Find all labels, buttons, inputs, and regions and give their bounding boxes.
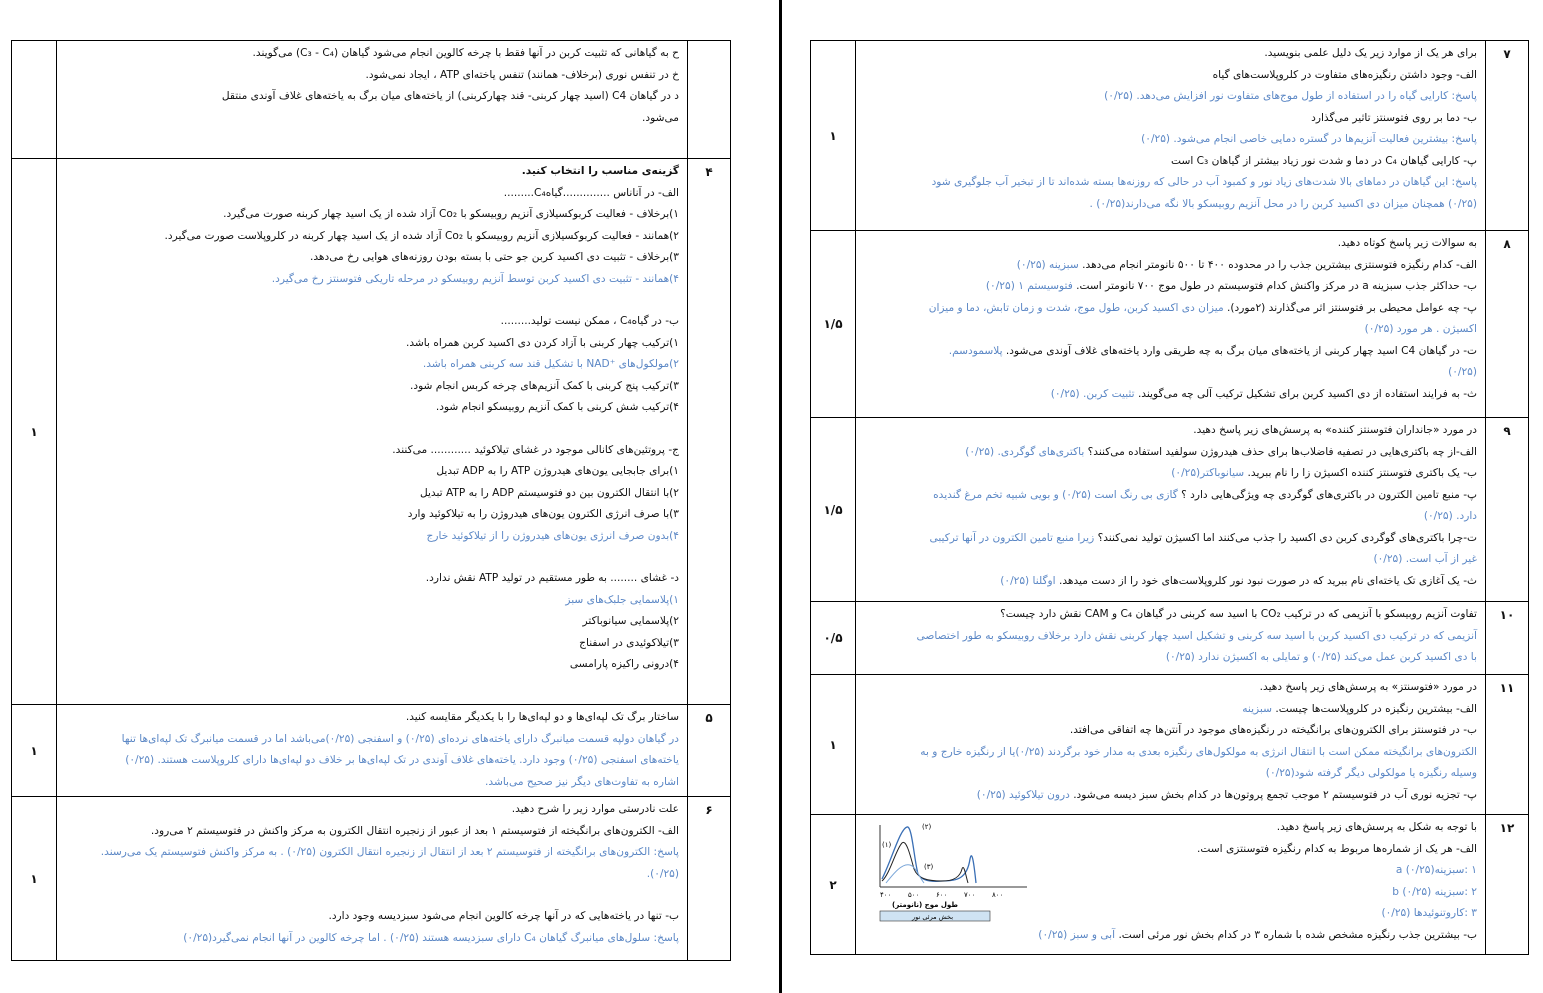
question-row	[12, 705, 731, 797]
line-text: با توجه به شکل به پرسش‌های زیر پاسخ دهید.	[1276, 821, 1477, 833]
question-line	[63, 65, 679, 87]
answer-line	[862, 549, 1477, 571]
line-text: ۱)پلاسمایی جلبک‌های سبز	[565, 593, 679, 606]
inline-answer: پلاسمودسم.	[948, 344, 1006, 357]
question-body	[57, 159, 688, 705]
line-text: الف- بیشترین رنگیزه در کلروپلاست‌ها چیست.	[1275, 702, 1477, 715]
question-score: ۱	[811, 675, 856, 815]
line-text: ث- یک آغازی تک یاخته‌ای نام ببرید که در صورت نبود نور کلروپلاست‌های خود را از دست میدهد.	[1058, 574, 1477, 587]
question-line	[63, 504, 679, 526]
question-body	[57, 705, 688, 797]
line-text: ب- در گیاهC₄ ، ممکن نیست تولید.........	[500, 315, 679, 327]
question-line	[862, 233, 1477, 255]
question-line	[63, 483, 679, 505]
question-number: ۴	[688, 159, 731, 705]
question-score: ۱/۵	[811, 231, 856, 418]
question-line	[63, 86, 679, 108]
question-line	[862, 298, 1477, 320]
line-text: د در گیاهان C4 (اسید چهار کربنی- قند چهارکربنی) از یاخته‌های میان برگ به یاخته‌های غلاف آوندی منتقل	[221, 90, 679, 102]
question-score: ۱	[12, 159, 57, 705]
question-body	[856, 418, 1486, 602]
question-line	[63, 204, 679, 226]
question-line	[63, 821, 679, 843]
question-row	[811, 602, 1529, 675]
line-text: (۰/۲۵) همچنان میزان دی اکسید کربن را در محل آنزیم روبیسکو بالا نگه می‌دارند(۰/۲۵) .	[1089, 197, 1477, 210]
label-3: (۳)	[924, 863, 934, 871]
answer-line	[862, 194, 1477, 216]
line-text: الف- وجود داشتن رنگیزه‌های متفاوت در کلروپلاست‌های گیاه	[1212, 68, 1477, 81]
line-text: خ در تنفس نوری (برخلاف- همانند) تنفس یاخته‌ای ATP ، ایجاد نمی‌شود.	[365, 68, 679, 81]
answer-line	[862, 319, 1477, 341]
line-text: پ- کارایی گیاهان C₄ در دما و شدت نور زیاد بیشتر از گیاهان C₃ است	[1171, 154, 1477, 167]
line-text: ت-چرا باکتری‌های گوگردی کربن دی اکسید را جذب می‌کنند اما اکسیژن تولید نمی‌کنند؟	[1097, 531, 1477, 544]
line-text: پ- چه عوامل محیطی بر فتوسنتز اثر می‌گذارند (۲مورد).	[1226, 301, 1477, 314]
question-row	[811, 231, 1529, 418]
question-number: ۸	[1486, 231, 1529, 418]
question-line	[862, 720, 1477, 742]
label-2: (۲)	[922, 823, 932, 831]
line-text: ب- دما بر روی فتوسنتز تاثیر می‌گذارد	[1311, 111, 1477, 124]
inline-answer: درون تیلاکوئید (۰/۲۵)	[976, 788, 1074, 801]
answer-line	[63, 750, 679, 772]
question-score: ۱	[811, 41, 856, 231]
question-line	[63, 183, 679, 205]
inline-answer: زیرا منبع تامین الکترون در آنها ترکیبی	[929, 531, 1098, 544]
line-text: ۳)برخلاف - تثبیت دی اکسید کربن جو حتی با بسته بودن روزنه‌های هوایی رخ می‌دهد.	[309, 251, 679, 263]
line-text: ۴)ترکیب شش کربنی با کمک آنزیم روبیسکو انجام شود.	[435, 401, 679, 413]
question-line	[862, 384, 1477, 406]
question-row	[811, 675, 1529, 815]
curve-carotenoids	[886, 865, 924, 883]
answer-line	[862, 129, 1477, 151]
question-body	[856, 602, 1486, 675]
question-body	[856, 815, 1486, 955]
answer-line	[63, 590, 679, 612]
question-number: ۹	[1486, 418, 1529, 602]
visible-band-label: بخش مرئی نور	[912, 913, 954, 921]
inline-answer: سبزینه	[1242, 702, 1276, 715]
question-line	[862, 925, 1477, 947]
line-text: ۲ :سبزینه b (۰/۲۵)	[1392, 885, 1477, 898]
question-score: ۱	[12, 705, 57, 797]
line-text: ب- یک باکتری فتوسنتز کننده اکسیژن زا را نام ببرید.	[1247, 467, 1477, 479]
label-1: (۱)	[882, 841, 892, 849]
line-text: پاسخ: این گیاهان در دماهای بالا شدت‌های زیاد نور و کمبود آب در حالی که روزنه‌ها بسته شده‌اند تا از تبخیر آب جلوگیری شود	[931, 176, 1477, 188]
question-number: ۶	[688, 797, 731, 961]
answer-line	[862, 506, 1477, 528]
line-text: پاسخ: کارایی گیاه را در استفاده از طول موج‌های متفاوت نور افزایش می‌دهد. (۰/۲۵)	[1104, 90, 1477, 102]
line-text: پ- منبع تامین الکترون در باکتری‌های گوگردی چه ویژگی‌هایی دارد ؟	[1181, 488, 1477, 501]
question-body	[856, 675, 1486, 815]
question-number: ۱۰	[1486, 602, 1529, 675]
line-text: پاسخ: الکترون‌های برانگیخته از فتوسیستم ۲ بعد از انتقال از زنجیره انتقال الکترون (۰/۲۵) . به مرکز واکنش فتوسیستم یک می‌رسند.	[100, 846, 679, 858]
line-text: گزینه‌ی مناسب را انتخاب کنید.	[521, 165, 679, 177]
question-score: ۲	[811, 815, 856, 955]
line-text: ۴)درونی راکیزه پارامسی	[569, 658, 679, 670]
answer-line	[63, 864, 679, 886]
question-line	[862, 463, 1477, 485]
inline-answer: گازی بی رنگ است (۰/۲۵) و بویی شبیه تخم مرغ گندیده	[933, 488, 1182, 501]
question-line	[862, 255, 1477, 277]
right-page-table	[810, 40, 1529, 955]
question-score: ۱/۵	[811, 418, 856, 602]
line-text: ۳)ترکیب پنج کربنی با کمک آنزیم‌های چرخه کربس انجام شود.	[409, 379, 679, 392]
question-row	[12, 159, 731, 705]
line-text: غیر از آب است. (۰/۲۵)	[1373, 553, 1477, 565]
line-text: ۲)همانند - فعالیت کربوکسیلازی آنزیم روبیسکو با Co₂ آزاد شده از یک اسید چهار کربنه در کلروپلاست صورت می‌گیرد.	[164, 229, 679, 242]
question-line	[63, 311, 679, 333]
question-line	[63, 799, 679, 821]
answer-line	[862, 626, 1477, 648]
line-text: ۱)ترکیب چهار کربنی با آزاد کردن دی اکسید کربن همراه باشد.	[405, 336, 679, 349]
answer-line	[63, 772, 679, 794]
line-text: پ- تجزیه نوری آب در فتوسیستم ۲ موجب تجمع پروتون‌ها در کدام بخش سبز دیسه می‌شود.	[1073, 788, 1477, 801]
question-score: ۱	[12, 797, 57, 961]
inline-answer: تثبیت کربن. (۰/۲۵)	[1050, 387, 1138, 400]
line-text: ث- به فرایند استفاده از دی اکسید کربن برای تشکیل ترکیب آلی چه می‌گویند.	[1137, 387, 1477, 400]
question-line	[63, 568, 679, 590]
answer-line	[862, 647, 1477, 669]
line-text: (۰/۲۵).	[646, 867, 679, 880]
line-text: در گیاهان دولپه قسمت میانبرگ دارای یاخته‌های نرده‌ای (۰/۲۵) و اسفنجی (۰/۲۵)می‌باشد اما در قسمت میانبرگ تک لپه‌ای‌ها تنها	[121, 732, 679, 745]
page-divider	[779, 0, 782, 993]
tick-500: ۵۰۰	[908, 891, 920, 899]
inline-answer: اوگلنا (۰/۲۵)	[1000, 574, 1059, 587]
question-line	[862, 677, 1477, 699]
question-number: ۱۱	[1486, 675, 1529, 815]
question-line	[862, 571, 1477, 593]
question-row	[811, 418, 1529, 602]
line-text: الف- در آناناس ..............گیاهC₄.........	[503, 186, 679, 199]
line-text: ت- در گیاهان C4 اسید چهار کربنی از یاخته‌های میان برگ به چه طریقی وارد یاخته‌های غلاف آوندی می‌شود.	[1005, 344, 1477, 357]
x-axis-label: طول موج (نانومتر)	[892, 901, 958, 909]
inline-answer: فتوسیستم ۱ (۰/۲۵)	[985, 280, 1077, 292]
question-line	[63, 43, 679, 65]
question-line	[862, 604, 1477, 626]
question-line	[63, 611, 679, 633]
line-text: به سوالات زیر پاسخ کوتاه دهید.	[1337, 237, 1477, 249]
question-line	[63, 226, 679, 248]
question-number: ۱۲	[1486, 815, 1529, 955]
line-text: می‌شود.	[642, 111, 679, 124]
line-text: الف-از چه باکتری‌هایی در تصفیه فاضلاب‌ها برای حذف هیدروژن سولفید استفاده می‌کنند؟	[1087, 445, 1477, 458]
line-text: ۲)مولکول‌های ⁺NAD با تشکیل قند سه کربنی همراه باشد.	[422, 358, 679, 370]
question-line	[63, 707, 679, 729]
question-line	[63, 547, 679, 568]
line-text: ساختار برگ تک لپه‌ای‌ها و دو لپه‌ای‌ها را با یکدیگر مقایسه کنید.	[405, 711, 679, 723]
line-text: ح به گیاهانی که تثبیت کربن در آنها فقط با چرخه کالوین انجام می‌شود گیاهان (C₃ - C₄) می‌گویند.	[252, 47, 679, 59]
question-number: ۵	[688, 705, 731, 797]
absorption-spectrum-figure	[862, 819, 1037, 927]
line-text: ب- تنها در یاخته‌هایی که در آنها چرخه کالوین انجام می‌شود سبزدیسه وجود دارد.	[328, 910, 679, 922]
question-line	[63, 654, 679, 676]
question-line	[862, 151, 1477, 173]
question-row	[811, 41, 1529, 231]
question-number	[688, 41, 731, 159]
line-text: ۳)با صرف انرژی الکترون یون‌های هیدروژن را به تیلاکوئید وارد	[407, 508, 679, 520]
left-page-table	[11, 40, 731, 961]
line-text: علت نادرستی موارد زیر را شرح دهید.	[511, 803, 679, 815]
inline-answer: سبزینه (۰/۲۵)	[1016, 258, 1083, 271]
question-line	[862, 108, 1477, 130]
question-line	[63, 108, 679, 130]
question-line	[63, 161, 679, 183]
line-text: ۱)برای جابجایی یون‌های هیدروژن ATP را به ADP تبدیل	[436, 465, 679, 477]
inline-answer: باکتری‌های گوگردی. (۰/۲۵)	[965, 445, 1088, 458]
question-score: ۰/۵	[811, 602, 856, 675]
tick-600: ۶۰۰	[936, 891, 948, 899]
line-text: د- غشای ........ به طور مستقیم در تولید ATP نقش ندارد.	[425, 572, 679, 584]
line-text: ب- در فتوسنتز برای الکترون‌های برانگیخته در رنگیزه‌های موجود در آنتن‌ها چه اتفاقی می‌افتد.	[1069, 724, 1477, 736]
question-row	[12, 797, 731, 961]
question-line	[63, 397, 679, 419]
line-text: در مورد «فتوسنتز» به پرسش‌های زیر پاسخ دهید.	[1259, 681, 1477, 693]
question-line	[862, 420, 1477, 442]
question-body	[856, 231, 1486, 418]
line-text: الف- هر یک از شماره‌ها مربوط به کدام رنگیزه فتوسنتزی است.	[1197, 842, 1477, 855]
line-text: ۳)تیلاکوئیدی در اسفناج	[579, 636, 679, 649]
question-line	[862, 341, 1477, 363]
line-text: وسیله رنگیزه یا مولکولی دیگر گرفته شود(۰/۲۵)	[1265, 767, 1477, 779]
question-line	[63, 885, 679, 906]
question-line	[862, 276, 1477, 298]
line-text: آنزیمی که در ترکیب دی اکسید کربن با اسید سه کربنی و تشکیل اسید چهار کربنی نقش دارد برخلاف روبیسکو به طور اختصاصی	[916, 629, 1477, 642]
question-number: ۷	[1486, 41, 1529, 231]
curve-chlorophyll-a	[882, 827, 976, 883]
line-text: ۴)همانند - تثبیت دی اکسید کربن توسط آنزیم روبیسکو در مرحله تاریکی فتوسنتز رخ می‌گیرد.	[271, 272, 679, 285]
question-line	[63, 440, 679, 462]
answer-line	[63, 526, 679, 548]
question-row	[12, 41, 731, 159]
line-text: پاسخ: سلول‌های میانبرگ گیاهان C₄ دارای سبزدیسه هستند (۰/۲۵) . اما چرخه کالوین در آنها انجام نمی‌گیرد(۰/۲۵)	[183, 931, 679, 944]
question-line	[63, 906, 679, 928]
line-text: ج- پروتئین‌های کانالی موجود در غشای تیلاکوئید ............ می‌کنند.	[392, 443, 679, 456]
tick-700: ۷۰۰	[964, 891, 976, 899]
answer-line	[63, 928, 679, 950]
answer-line	[63, 842, 679, 864]
tick-800: ۸۰۰	[992, 891, 1004, 899]
line-text: اکسیژن . هر مورد (۰/۲۵)	[1364, 323, 1477, 335]
line-text: ۲)با انتقال الکترون بین دو فتوسیستم ADP را به ATP تبدیل	[419, 486, 679, 499]
question-line	[63, 376, 679, 398]
line-text: ب- بیشترین جذب رنگیزه مشخص شده با شماره ۳ در کدام بخش نور مرئی است.	[1118, 928, 1477, 941]
line-text: تفاوت آنزیم روبیسکو با آنزیمی که در ترکیب CO₂ با اسید سه کربنی در گیاهان C₄ و CAM نقش دارد چیست؟	[1000, 608, 1477, 620]
line-text: یاخته‌های اسفنجی (۰/۲۵) وجود دارد. یاخته‌های غلاف آوندی در تک لپه‌ای‌ها بر خلاف دو لپه‌ای‌ها دارای کلروپلاست هستند. (۰/۲۵)	[125, 754, 679, 766]
question-line	[63, 290, 679, 311]
question-line	[862, 485, 1477, 507]
question-line	[63, 247, 679, 269]
line-text: ۳ :کاروتنوئیدها (۰/۲۵)	[1381, 907, 1477, 919]
line-text: (۰/۲۵)	[1448, 366, 1477, 378]
line-text: الف- کدام رنگیزه فتوسنتزی بیشترین جذب را در محدوده ۴۰۰ تا ۵۰۰ نانومتر انجام می‌دهد.	[1082, 258, 1477, 271]
question-line	[63, 633, 679, 655]
line-text: الکترون‌های برانگیخته ممکن است با انتقال انرژی به مولکول‌های رنگیزه بعدی به مدار خود برگردند (۰/۲۵)یا از رنگیزه خارج و به	[920, 745, 1477, 758]
question-body	[57, 797, 688, 961]
answer-line	[63, 729, 679, 751]
answer-line	[63, 354, 679, 376]
question-line	[63, 333, 679, 355]
line-text: برای هر یک از موارد زیر یک دلیل علمی بنویسید.	[1264, 47, 1477, 59]
line-text: ۱)برخلاف - فعالیت کربوکسیلازی آنزیم روبیسکو با Co₂ آزاد شده از یک اسید چهار کربنه صورت می‌گیرد.	[223, 208, 679, 220]
line-text: ۲)پلاسمایی سیانوباکتر	[582, 615, 679, 627]
tick-400: ۴۰۰	[880, 891, 892, 899]
question-line	[862, 65, 1477, 87]
line-text: پاسخ: بیشترین فعالیت آنزیم‌ها در گستره دمایی خاصی انجام می‌شود. (۰/۲۵)	[1141, 133, 1477, 145]
answer-line	[862, 742, 1477, 764]
line-text: ب- حداکثر جذب سبزینه a در مرکز واکنش کدام فتوسیستم در طول موج ۷۰۰ نانومتر است.	[1076, 280, 1477, 292]
inline-answer: میزان دی اکسید کربن، طول موج، شدت و زمان تابش، دما و میزان	[928, 301, 1227, 314]
question-line	[63, 461, 679, 483]
answer-line	[63, 269, 679, 291]
question-line	[862, 699, 1477, 721]
inline-answer: سیانوباکتر(۰/۲۵)	[1171, 467, 1248, 479]
inline-answer: آبی و سبز (۰/۲۵)	[1038, 928, 1119, 941]
question-row	[811, 815, 1529, 955]
line-text: در مورد «جانداران فتوسنتز کننده» به پرسش‌های زیر پاسخ دهید.	[1193, 424, 1477, 436]
line-text: الف- الکترون‌های برانگیخته از فتوسیستم ۱ بعد از عبور از زنجیره انتقال الکترون به مرکز واکنش در فتوسیستم ۲ می‌رود.	[150, 824, 679, 837]
question-body	[57, 41, 688, 159]
line-text: اشاره به تفاوت‌های دیگر نیز صحیح می‌باشد.	[485, 775, 679, 788]
question-line	[862, 528, 1477, 550]
question-score	[12, 41, 57, 159]
question-body	[856, 41, 1486, 231]
line-text: ۱ :سبزینهa (۰/۲۵)	[1395, 864, 1477, 876]
line-text: دارد. (۰/۲۵)	[1423, 510, 1477, 522]
line-text: ۴)بدون صرف انرژی یون‌های هیدروژن را از تیلاکوئید خارج	[426, 529, 679, 542]
question-line	[862, 442, 1477, 464]
question-line	[862, 43, 1477, 65]
answer-line	[862, 172, 1477, 194]
line-text: با دی اکسید کربن عمل می‌کند (۰/۲۵) و تمایلی به اکسیژن ندارد (۰/۲۵)	[1165, 651, 1477, 663]
answer-line	[862, 763, 1477, 785]
question-line	[862, 785, 1477, 807]
question-line	[63, 419, 679, 440]
answer-line	[862, 86, 1477, 108]
answer-line	[862, 362, 1477, 384]
